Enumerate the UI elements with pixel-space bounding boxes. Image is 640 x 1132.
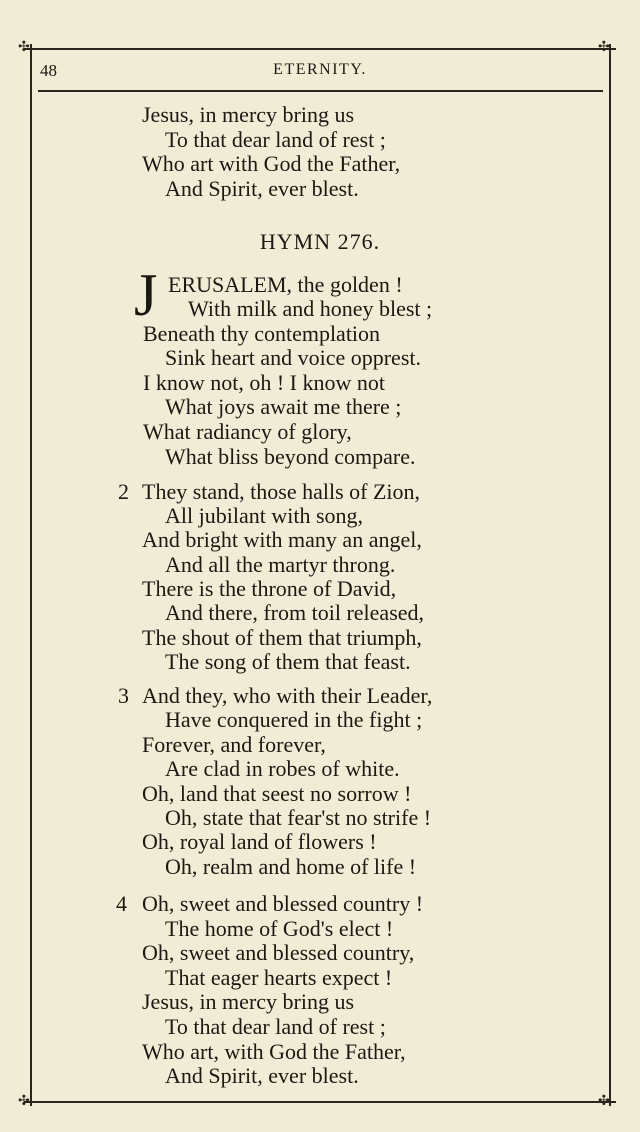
stanza-1-line: What joys await me there ; <box>165 394 402 419</box>
stanza-2-line: The shout of them that triumph, <box>142 625 422 650</box>
stanza-number: 2 <box>118 479 129 504</box>
page-number: 48 <box>40 61 57 80</box>
continuation-line: Jesus, in mercy bring us <box>142 102 355 127</box>
stanza-3-line: Forever, and forever, <box>142 732 326 757</box>
border-left-rule <box>30 44 32 1106</box>
stanza-2-line: They stand, those halls of Zion, <box>142 479 421 504</box>
stanza-1-line: What bliss beyond compare. <box>165 444 416 469</box>
drop-cap: J <box>134 262 158 328</box>
stanza-4-line: Jesus, in mercy bring us <box>142 989 355 1014</box>
stanza-1-line: Beneath thy contemplation <box>143 321 381 346</box>
stanza-2-line: And there, from toil released, <box>165 600 425 625</box>
stanza-number: 3 <box>118 683 129 708</box>
stanza-3-line: Oh, state that fear'st no strife ! <box>165 805 432 830</box>
corner-ornament-bottom-left-icon: ✣ <box>18 1093 30 1109</box>
stanza-4-line: Oh, sweet and blessed country ! <box>142 891 424 916</box>
border-bottom-rule <box>24 1101 616 1103</box>
stanza-2-line: The song of them that feast. <box>165 649 411 674</box>
stanza-4-line: The home of God's elect ! <box>165 916 394 941</box>
running-title: ETERNITY. <box>273 61 367 78</box>
continuation-line: To that dear land of rest ; <box>165 127 386 152</box>
header-underline-rule <box>38 90 603 92</box>
stanza-1-first-line: ERUSALEM, the golden ! <box>168 272 403 297</box>
stanza-3-line: Oh, royal land of flowers ! <box>142 829 377 854</box>
stanza-4-line: And Spirit, ever blest. <box>165 1063 359 1088</box>
stanza-1-line: With milk and honey blest ; <box>188 296 433 321</box>
continuation-line: And Spirit, ever blest. <box>165 176 359 201</box>
corner-ornament-top-right-icon: ✣ <box>598 39 610 55</box>
stanza-1-line: I know not, oh ! I know not <box>143 370 385 395</box>
stanza-1-line: Sink heart and voice opprest. <box>165 345 421 370</box>
stanza-3-line: Oh, realm and home of life ! <box>165 854 417 879</box>
corner-ornament-top-left-icon: ✣ <box>18 39 30 55</box>
continuation-line: Who art with God the Father, <box>142 151 401 176</box>
stanza-4-line: Oh, sweet and blessed country, <box>142 940 415 965</box>
hymn-title: HYMN 276. <box>259 229 381 254</box>
stanza-2-line: All jubilant with song, <box>165 503 363 528</box>
stanza-3-line: And they, who with their Leader, <box>142 683 433 708</box>
stanza-1-line: What radiancy of glory, <box>143 419 352 444</box>
stanza-4-line: That eager hearts expect ! <box>165 965 393 990</box>
border-right-rule <box>609 44 611 1106</box>
stanza-number: 4 <box>116 891 127 916</box>
stanza-3-line: Are clad in robes of white. <box>165 756 400 781</box>
stanza-4-line: Who art, with God the Father, <box>142 1039 406 1064</box>
stanza-3-line: Oh, land that seest no sorrow ! <box>142 781 412 806</box>
border-top-rule <box>24 48 616 50</box>
stanza-2-line: And bright with many an angel, <box>142 527 422 552</box>
stanza-4-line: To that dear land of rest ; <box>165 1014 386 1039</box>
stanza-3-line: Have conquered in the fight ; <box>165 707 423 732</box>
corner-ornament-bottom-right-icon: ✣ <box>598 1093 610 1109</box>
stanza-2-line: There is the throne of David, <box>142 576 397 601</box>
stanza-2-line: And all the martyr throng. <box>165 552 396 577</box>
